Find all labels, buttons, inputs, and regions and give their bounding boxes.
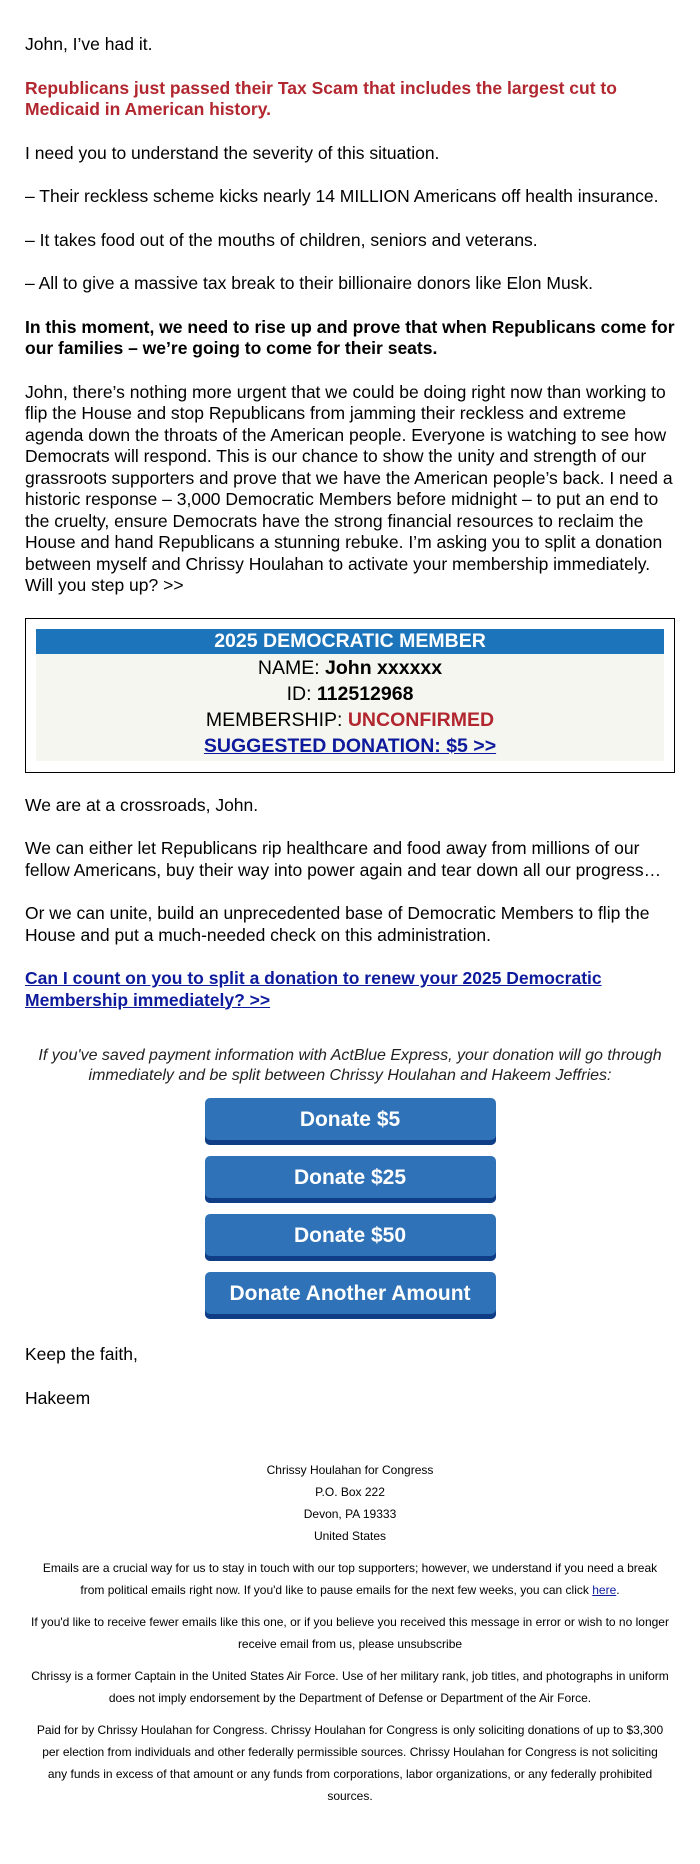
card-id-label: ID: bbox=[286, 682, 317, 705]
footer-fewer-emails: If you'd like to receive fewer emails like this one, or if you believe you received this message in error or wish to no longer receive email from us, please unsubscribe bbox=[31, 1615, 669, 1651]
card-donation-row bbox=[36, 733, 664, 759]
donate-25-button[interactable]: Donate $25 bbox=[205, 1156, 496, 1203]
footer bbox=[25, 1459, 675, 1807]
footer-paid-for: Paid for by Chrissy Houlahan for Congress. Chrissy Houlahan for Congress is only soliciting donations of up to $3,300 per election from individuals and other federally permissible sources. Chrissy Houlahan for Congress is not soliciting any funds in excess of that amount or any funds from corporations, labor organizations, or any federally prohibited sources. bbox=[36, 1723, 664, 1803]
donate-buttons bbox=[25, 1098, 675, 1330]
card-membership-row bbox=[36, 707, 664, 733]
bold-paragraph: In this moment, we need to rise up and prove that when Republicans come for our families – we’re going to come for their seats. bbox=[25, 316, 675, 358]
footer-city: Devon, PA 19333 bbox=[303, 1507, 397, 1521]
bullet-insurance: – Their reckless scheme kicks nearly 14 MILLION Americans off health insurance. bbox=[25, 186, 659, 206]
paragraph-severity: I need you to understand the severity of this situation. bbox=[25, 142, 440, 163]
pause-emails-link[interactable]: here bbox=[592, 1583, 617, 1597]
signature: Hakeem bbox=[25, 1387, 91, 1408]
either-paragraph: We can either let Republicans rip healthcare and food away from millions of our fellow Americans, buy their way into power again and tear down all our progress… bbox=[25, 838, 662, 880]
footer-po-box: P.O. Box 222 bbox=[315, 1485, 385, 1499]
card-name-row bbox=[36, 655, 664, 681]
card-id-value: 112512968 bbox=[316, 682, 414, 705]
or-paragraph: Or we can unite, build an unprecedented base of Democratic Members to flip the House and put a much-needed check on this administration. bbox=[25, 903, 650, 945]
footer-pause-text bbox=[25, 1557, 675, 1601]
footer-captain-disclaimer: Chrissy is a former Captain in the United States Air Force. Use of her military rank, job titles, and photographs in uniform does not imply endorsement by the Department of Defense or Department of the Air Force. bbox=[31, 1669, 669, 1705]
card-body bbox=[36, 654, 664, 761]
bullet-tax-break: – All to give a massive tax break to their billionaire donors like Elon Musk. bbox=[25, 273, 594, 293]
card-membership-status: UNCONFIRMED bbox=[347, 708, 495, 731]
donate-50-button[interactable]: Donate $50 bbox=[205, 1214, 496, 1261]
crossroads-paragraph: We are at a crossroads, John. bbox=[25, 794, 259, 815]
footer-org: Chrissy Houlahan for Congress bbox=[266, 1463, 434, 1477]
membership-card bbox=[25, 618, 675, 773]
renew-membership-link[interactable]: Can I count on you to split a donation to renew your 2025 Democratic Membership immediately? >> bbox=[25, 968, 602, 1010]
bullet-food: – It takes food out of the mouths of children, seniors and veterans. bbox=[25, 229, 538, 250]
greeting: John, I’ve had it. bbox=[25, 34, 153, 54]
card-title: 2025 DEMOCRATIC MEMBER bbox=[36, 629, 664, 654]
signoff: Keep the faith, bbox=[25, 1344, 138, 1364]
donate-other-amount-button[interactable]: Donate Another Amount bbox=[205, 1272, 496, 1319]
card-name-label: NAME: bbox=[257, 656, 326, 679]
card-id-row bbox=[36, 681, 664, 707]
headline: Republicans just passed their Tax Scam that includes the largest cut to Medicaid in American history. bbox=[25, 77, 617, 119]
footer-address bbox=[25, 1459, 675, 1547]
footer-pause-end: . bbox=[616, 1583, 620, 1597]
footer-pause-copy: Emails are a crucial way for us to stay in touch with our top supporters; however, we understand if you need a break from political emails right now. If you'd like to pause emails for the next few weeks, you can click bbox=[42, 1561, 658, 1597]
footer-country: United States bbox=[313, 1529, 387, 1543]
suggested-donation-link[interactable]: SUGGESTED DONATION: $5 >> bbox=[203, 734, 497, 757]
card-membership-label: MEMBERSHIP: bbox=[205, 708, 348, 731]
card-name-value: John xxxxxx bbox=[325, 656, 443, 679]
donate-5-button[interactable]: Donate $5 bbox=[205, 1098, 496, 1145]
actblue-express-note: If you've saved payment information with ActBlue Express, your donation will go through immediately and be split between Chrissy Houlahan and Hakeem Jeffries: bbox=[38, 1047, 662, 1084]
long-paragraph: John, there’s nothing more urgent that we could be doing right now than working to flip the House and stop Republicans from jamming their reckless and extreme agenda down the throats of the American people. Everyone is watching to see how Democrats will respond. This is our chance to show the unity and strength of our grassroots supporters and prove that we have the American people’s back. I need a historic response – 3,000 Democratic Members before midnight – to put an end to the cruelty, ensure Democrats have the strong financial resources to reclaim the House and hand Republicans a stunning rebuke. I’m asking you to split a donation between myself and Chrissy Houlahan to activate your membership immediately. Will you step up? >> bbox=[25, 381, 673, 595]
